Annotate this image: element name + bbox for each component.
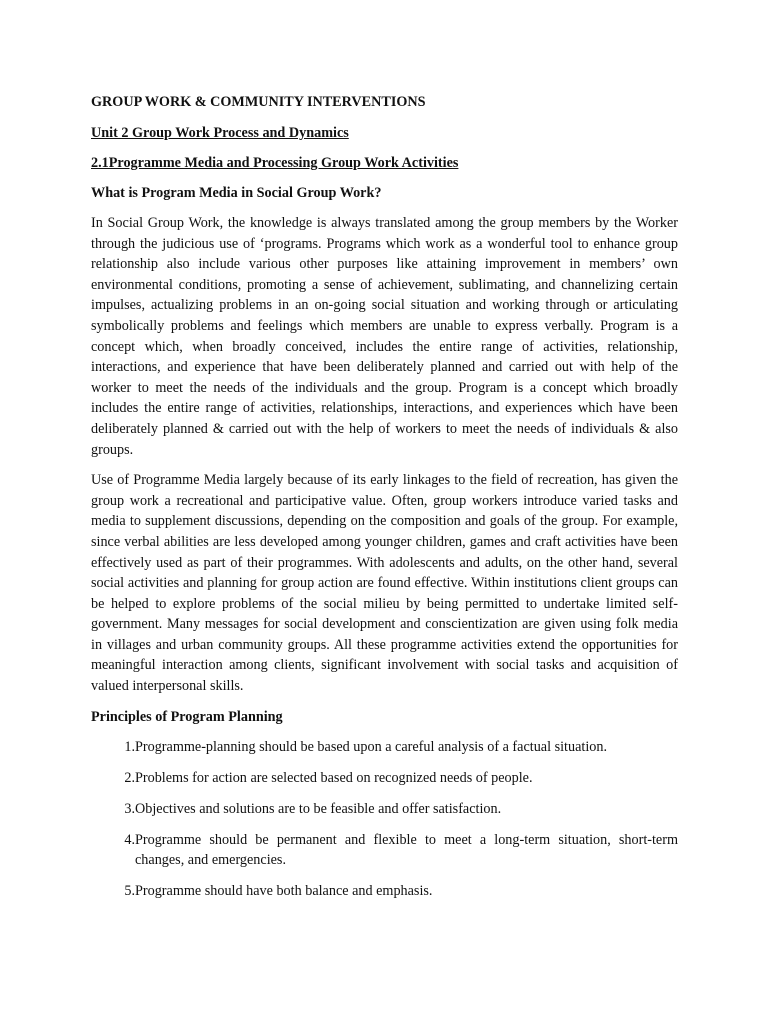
principles-list (91, 737, 678, 901)
document-title: GROUP WORK & COMMUNITY INTERVENTIONS (91, 94, 426, 110)
paragraph-programme-use: Use of Programme Media largely because of its early linkages to the field of recreation, has given the group work a recreational and participative value. Often, group workers introduce varied tasks and media to supplement discussions, depending on the composition and goals of the group. For example, since verbal abilities are less developed among younger children, games and craft activities have been effectively used as part of their programmes. With adolescents and adults, on the other hand, several social activities and planning for group action are found effective. Within institutions client groups can be helped to explore problems of the social milieu by being permitted to undertake limited self-government. Many messages for social development and conscientization are given using folk media in villages and urban community groups. All these programme activities extend the opportunities for meaningful interaction among clients, significant involvement with social tasks and acquisition of valued interpersonal skills. (91, 472, 678, 695)
document-body (91, 92, 678, 912)
list-item-text: Objectives and solutions are to be feasible and offer satisfaction. (135, 800, 502, 817)
unit-heading: Unit 2 Group Work Process and Dynamics (91, 125, 349, 141)
list-item-number: 2. (124, 769, 135, 786)
list-item-number: 1. (124, 738, 135, 755)
list-item-number: 4. (124, 831, 135, 848)
list-item (91, 799, 678, 819)
list-item-text: Programme-planning should be based upon a careful analysis of a factual situation. (135, 738, 607, 755)
list-item-number: 3. (124, 800, 135, 817)
paragraph-program-media: In Social Group Work, the knowledge is always translated among the group members by the Worker through the judicious use of ‘programs. Programs which work as a wonderful tool to enhance group relationship also include various other purposes like attaining improvement in members’ own environmental conditions, promoting a sense of achievement, sublimating, and channelizing certain impulses, actualizing problems in an on-going social situation and working through or articulating symbolically problems and feelings which members are unable to express verbally. Program is a concept which, when broadly conceived, includes the entire range of activities, relationship, interactions, and experience that have been deliberately planned and carried out with help of the worker to meet the needs of the individuals and the group. Program is a concept which broadly includes the entire range of activities, relationships, interactions, and experiences which have been deliberately planned & carried out with the help of workers to meet the needs of individuals & also groups. (91, 215, 678, 458)
question-heading: What is Program Media in Social Group Work? (91, 185, 382, 201)
list-item-text: Programme should be permanent and flexible to meet a long-term situation, short-term changes, and emergencies. (135, 831, 678, 868)
principles-heading: Principles of Program Planning (91, 708, 283, 725)
section-heading: 2.1Programme Media and Processing Group Work Activities (91, 155, 459, 171)
list-item (91, 737, 678, 757)
list-item-text: Problems for action are selected based on recognized needs of people. (135, 769, 533, 786)
list-item (91, 768, 678, 788)
list-item-text: Programme should have both balance and emphasis. (135, 882, 433, 899)
list-item-number: 5. (124, 882, 135, 899)
list-item (91, 881, 678, 901)
list-item (91, 830, 678, 870)
